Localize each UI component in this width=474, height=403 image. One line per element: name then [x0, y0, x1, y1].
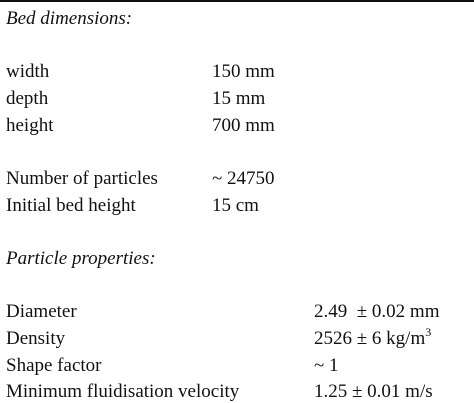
row-label-depth: depth	[6, 88, 49, 109]
row-label-width: width	[6, 61, 50, 82]
row-value-shape-factor: ~ 1	[314, 355, 339, 376]
row-label-shape-factor: Shape factor	[6, 355, 102, 376]
row-label-diameter: Diameter	[6, 301, 77, 322]
row-label-density: Density	[6, 328, 66, 349]
row-value-width: 150 mm	[212, 61, 275, 82]
particle-properties-heading: Particle properties:	[6, 248, 156, 269]
table-top-rule	[0, 0, 474, 2]
row-value-number-of-particles: ~ 24750	[212, 168, 275, 189]
row-value-depth: 15 mm	[212, 88, 266, 109]
row-value-min-fluidisation-velocity: 1.25 ± 0.01 m/s	[314, 381, 433, 402]
density-value-text: 2526 ± 6 kg/m	[314, 328, 426, 349]
row-value-density	[314, 325, 432, 350]
row-value-initial-bed-height: 15 cm	[212, 195, 259, 216]
row-value-diameter: 2.49 ± 0.02 mm	[314, 301, 440, 322]
row-label-min-fluidisation-velocity: Minimum fluidisation velocity	[6, 381, 240, 402]
row-label-initial-bed-height: Initial bed height	[6, 195, 136, 216]
row-label-number-of-particles: Number of particles	[6, 168, 158, 189]
bed-dimensions-heading: Bed dimensions:	[6, 8, 133, 29]
density-unit-exponent: 3	[425, 325, 432, 339]
row-label-height: height	[6, 115, 54, 136]
row-value-height: 700 mm	[212, 115, 275, 136]
